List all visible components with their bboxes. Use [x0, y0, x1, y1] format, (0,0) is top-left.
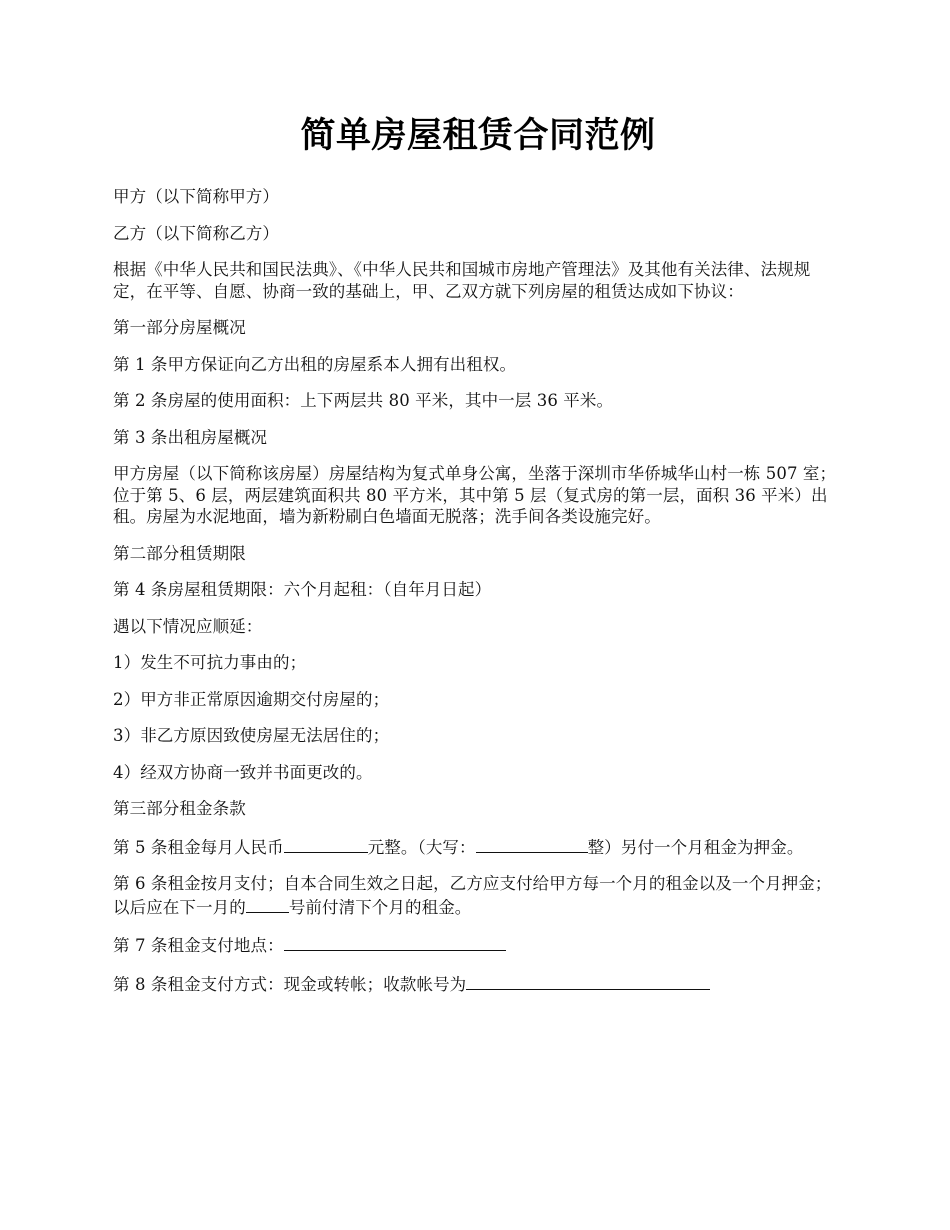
part3-heading: 第三部分租金条款: [113, 799, 246, 818]
article-7: [113, 933, 843, 957]
payment-day-blank[interactable]: [246, 895, 289, 913]
article-1: 第 1 条甲方保证向乙方出租的房屋系本人拥有出租权。: [113, 354, 517, 374]
monthly-rent-blank[interactable]: [284, 835, 368, 853]
article-3-heading: 第 3 条出租房屋概况: [113, 427, 268, 447]
article-5-text-a: 第 5 条租金每月人民币: [113, 837, 284, 857]
rent-in-words-blank[interactable]: [476, 835, 588, 853]
part1-heading: 第一部分房屋概况: [113, 318, 246, 337]
article-5-text-c: 整）另付一个月租金为押金。: [587, 837, 804, 857]
party-a-line: 甲方（以下简称甲方）: [113, 187, 279, 206]
preamble-paragraph: 根据《中华人民共和国民法典》、《中华人民共和国城市房地产管理法》及其他有关法律、法规规定，在平等、自愿、协商一致的基础上，甲、乙双方就下列房屋的租赁达成如下协议：: [113, 260, 811, 301]
extension-intro: 遇以下情况应顺延：: [113, 616, 263, 636]
account-number-blank[interactable]: [466, 972, 710, 990]
article-5-text-b: 元整。（大写：: [367, 837, 476, 857]
document-title: 简单房屋租赁合同范例: [300, 115, 656, 156]
article-8: [113, 972, 843, 996]
article-5: [113, 835, 843, 859]
payment-location-blank[interactable]: [284, 933, 506, 951]
contract-page: [113, 110, 843, 1010]
extension-item-3: 3）非乙方原因致使房屋无法居住的；: [113, 726, 390, 745]
article-6-text-b: 号前付清下个月的租金。: [288, 897, 472, 917]
article-8-text: 第 8 条租金支付方式：现金或转帐；收款帐号为: [113, 974, 467, 994]
article-6: [113, 873, 843, 918]
article-6-text-a: 第 6 条租金按月支付；自本合同生效之日起，乙方应支付给甲方每一个月的租金以及一个月押金；以后应在下一月的: [113, 874, 832, 917]
article-7-text: 第 7 条租金支付地点：: [113, 936, 284, 955]
party-b-line: 乙方（以下简称乙方）: [113, 223, 279, 243]
article-3-body: 甲方房屋（以下简称该房屋）房屋结构为复式单身公寓，坐落于深圳市华侨城华山村一栋 507 室；位于第 5、6 层，两层建筑面积共 80 平方米，其中第 5 层（复式房的第一层，面积 36 平米）出租。房屋为水泥地面，墙为新粉刷白色墙面无脱落；洗手间各类设施完好。: [113, 464, 837, 526]
extension-item-4: 4）经双方协商一致并书面更改的。: [113, 762, 373, 782]
article-4: 第 4 条房屋租赁期限：六个月起租：（自年月日起）: [113, 580, 492, 599]
extension-item-1: 1）发生不可抗力事由的；: [113, 653, 307, 672]
part2-heading: 第二部分租赁期限: [113, 543, 246, 563]
article-2: 第 2 条房屋的使用面积：上下两层共 80 平米，其中一层 36 平米。: [113, 391, 614, 410]
extension-item-2: 2）甲方非正常原因逾期交付房屋的；: [113, 689, 390, 709]
